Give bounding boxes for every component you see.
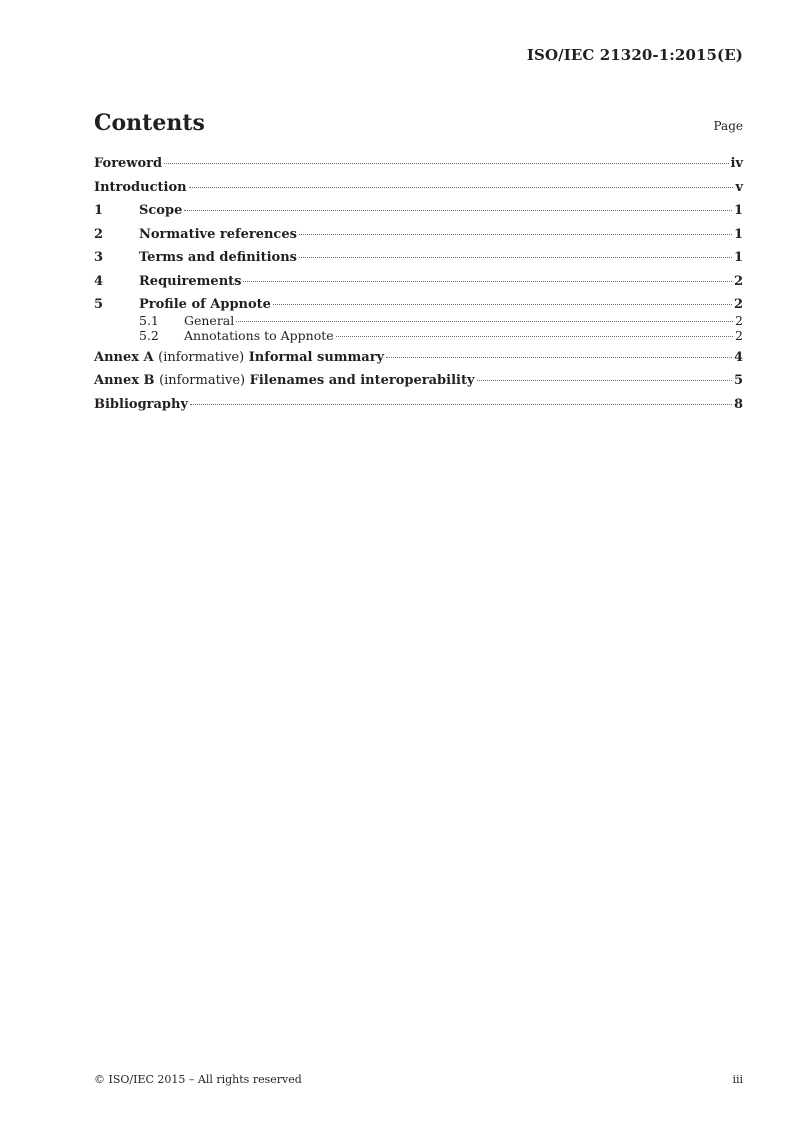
toc-entry-number: 3	[94, 250, 104, 265]
toc-entry-label: Profile of Appnote	[139, 297, 271, 312]
toc-entry-page: 8	[733, 396, 743, 412]
toc-entry-page: 1	[733, 226, 743, 242]
toc-entry-label: Foreword	[94, 156, 163, 171]
annex-title: Filenames and interoperability	[249, 373, 475, 388]
annex-title: Informal summary	[248, 349, 385, 365]
dot-leader	[299, 257, 732, 258]
annex-note: (informative)	[159, 373, 246, 388]
toc-subentry-label: Annotations to Appnote	[184, 327, 334, 343]
toc-entry-page: iv	[730, 156, 743, 171]
toc-entry-label: Scope	[139, 203, 183, 218]
dot-leader	[273, 304, 732, 305]
toc-entry-scope[interactable]	[94, 202, 743, 220]
toc-subentry-annotations-to-appnote[interactable]	[94, 329, 743, 344]
toc-entry-number: 2	[94, 226, 104, 242]
dot-leader	[189, 187, 734, 188]
dot-leader	[184, 210, 732, 211]
toc-subentry-page: 2	[735, 313, 743, 328]
toc-entry-foreword[interactable]	[94, 155, 743, 173]
toc-entry-page: v	[735, 179, 743, 195]
page-column-label: Page	[713, 119, 743, 133]
toc-entry-bibliography[interactable]	[94, 396, 743, 414]
toc-entry-page: 2	[733, 273, 743, 289]
toc-entry-requirements[interactable]	[94, 273, 743, 291]
toc-entry-label: Bibliography	[94, 396, 189, 412]
document-id-header: ISO/IEC 21320-1:2015(E)	[526, 46, 743, 64]
dot-leader	[299, 234, 732, 235]
toc-entry-label: Normative references	[139, 226, 297, 242]
toc-subentry-general[interactable]	[94, 314, 743, 329]
toc-subentry-label: General	[184, 313, 235, 328]
toc-entry-label: Requirements	[139, 273, 242, 289]
toc-entry-profile-of-appnote[interactable]	[94, 296, 743, 314]
toc-entry-label: Introduction	[94, 179, 187, 195]
dot-leader	[386, 357, 732, 358]
toc-entry-page: 1	[733, 203, 743, 218]
toc-entry-label	[94, 349, 384, 367]
toc-entry-annex-a[interactable]	[94, 349, 743, 367]
table-of-contents	[94, 155, 743, 419]
toc-subentry-number: 5.1	[139, 313, 159, 328]
toc-entry-normative-references[interactable]	[94, 226, 743, 244]
toc-entry-introduction[interactable]	[94, 179, 743, 197]
toc-entry-number: 4	[94, 273, 104, 289]
dot-leader	[190, 404, 732, 405]
toc-entry-label: Terms and definitions	[139, 250, 297, 265]
toc-entry-page: 5	[733, 373, 743, 388]
annex-prefix: Annex A	[94, 349, 154, 365]
toc-entry-terms-and-definitions[interactable]	[94, 249, 743, 267]
dot-leader	[477, 380, 732, 381]
toc-entry-number: 1	[94, 203, 104, 218]
annex-note: (informative)	[158, 349, 245, 365]
copyright-footer: © ISO/IEC 2015 – All rights reserved	[94, 1073, 302, 1086]
toc-entry-page: 1	[733, 250, 743, 265]
toc-entry-number: 5	[94, 297, 104, 312]
toc-heading-row	[94, 110, 743, 140]
dot-leader	[164, 163, 728, 164]
dot-leader	[336, 336, 733, 337]
toc-subentry-page: 2	[735, 327, 743, 343]
toc-entry-page: 4	[733, 349, 743, 365]
toc-entry-label	[94, 372, 475, 390]
toc-entry-annex-b[interactable]	[94, 372, 743, 390]
dot-leader	[243, 281, 731, 282]
page-number-footer: iii	[732, 1073, 743, 1086]
annex-prefix: Annex B	[94, 373, 155, 388]
toc-entry-page: 2	[733, 297, 743, 312]
toc-subentry-number: 5.2	[139, 327, 159, 343]
dot-leader	[236, 321, 733, 322]
contents-title: Contents	[94, 110, 205, 136]
